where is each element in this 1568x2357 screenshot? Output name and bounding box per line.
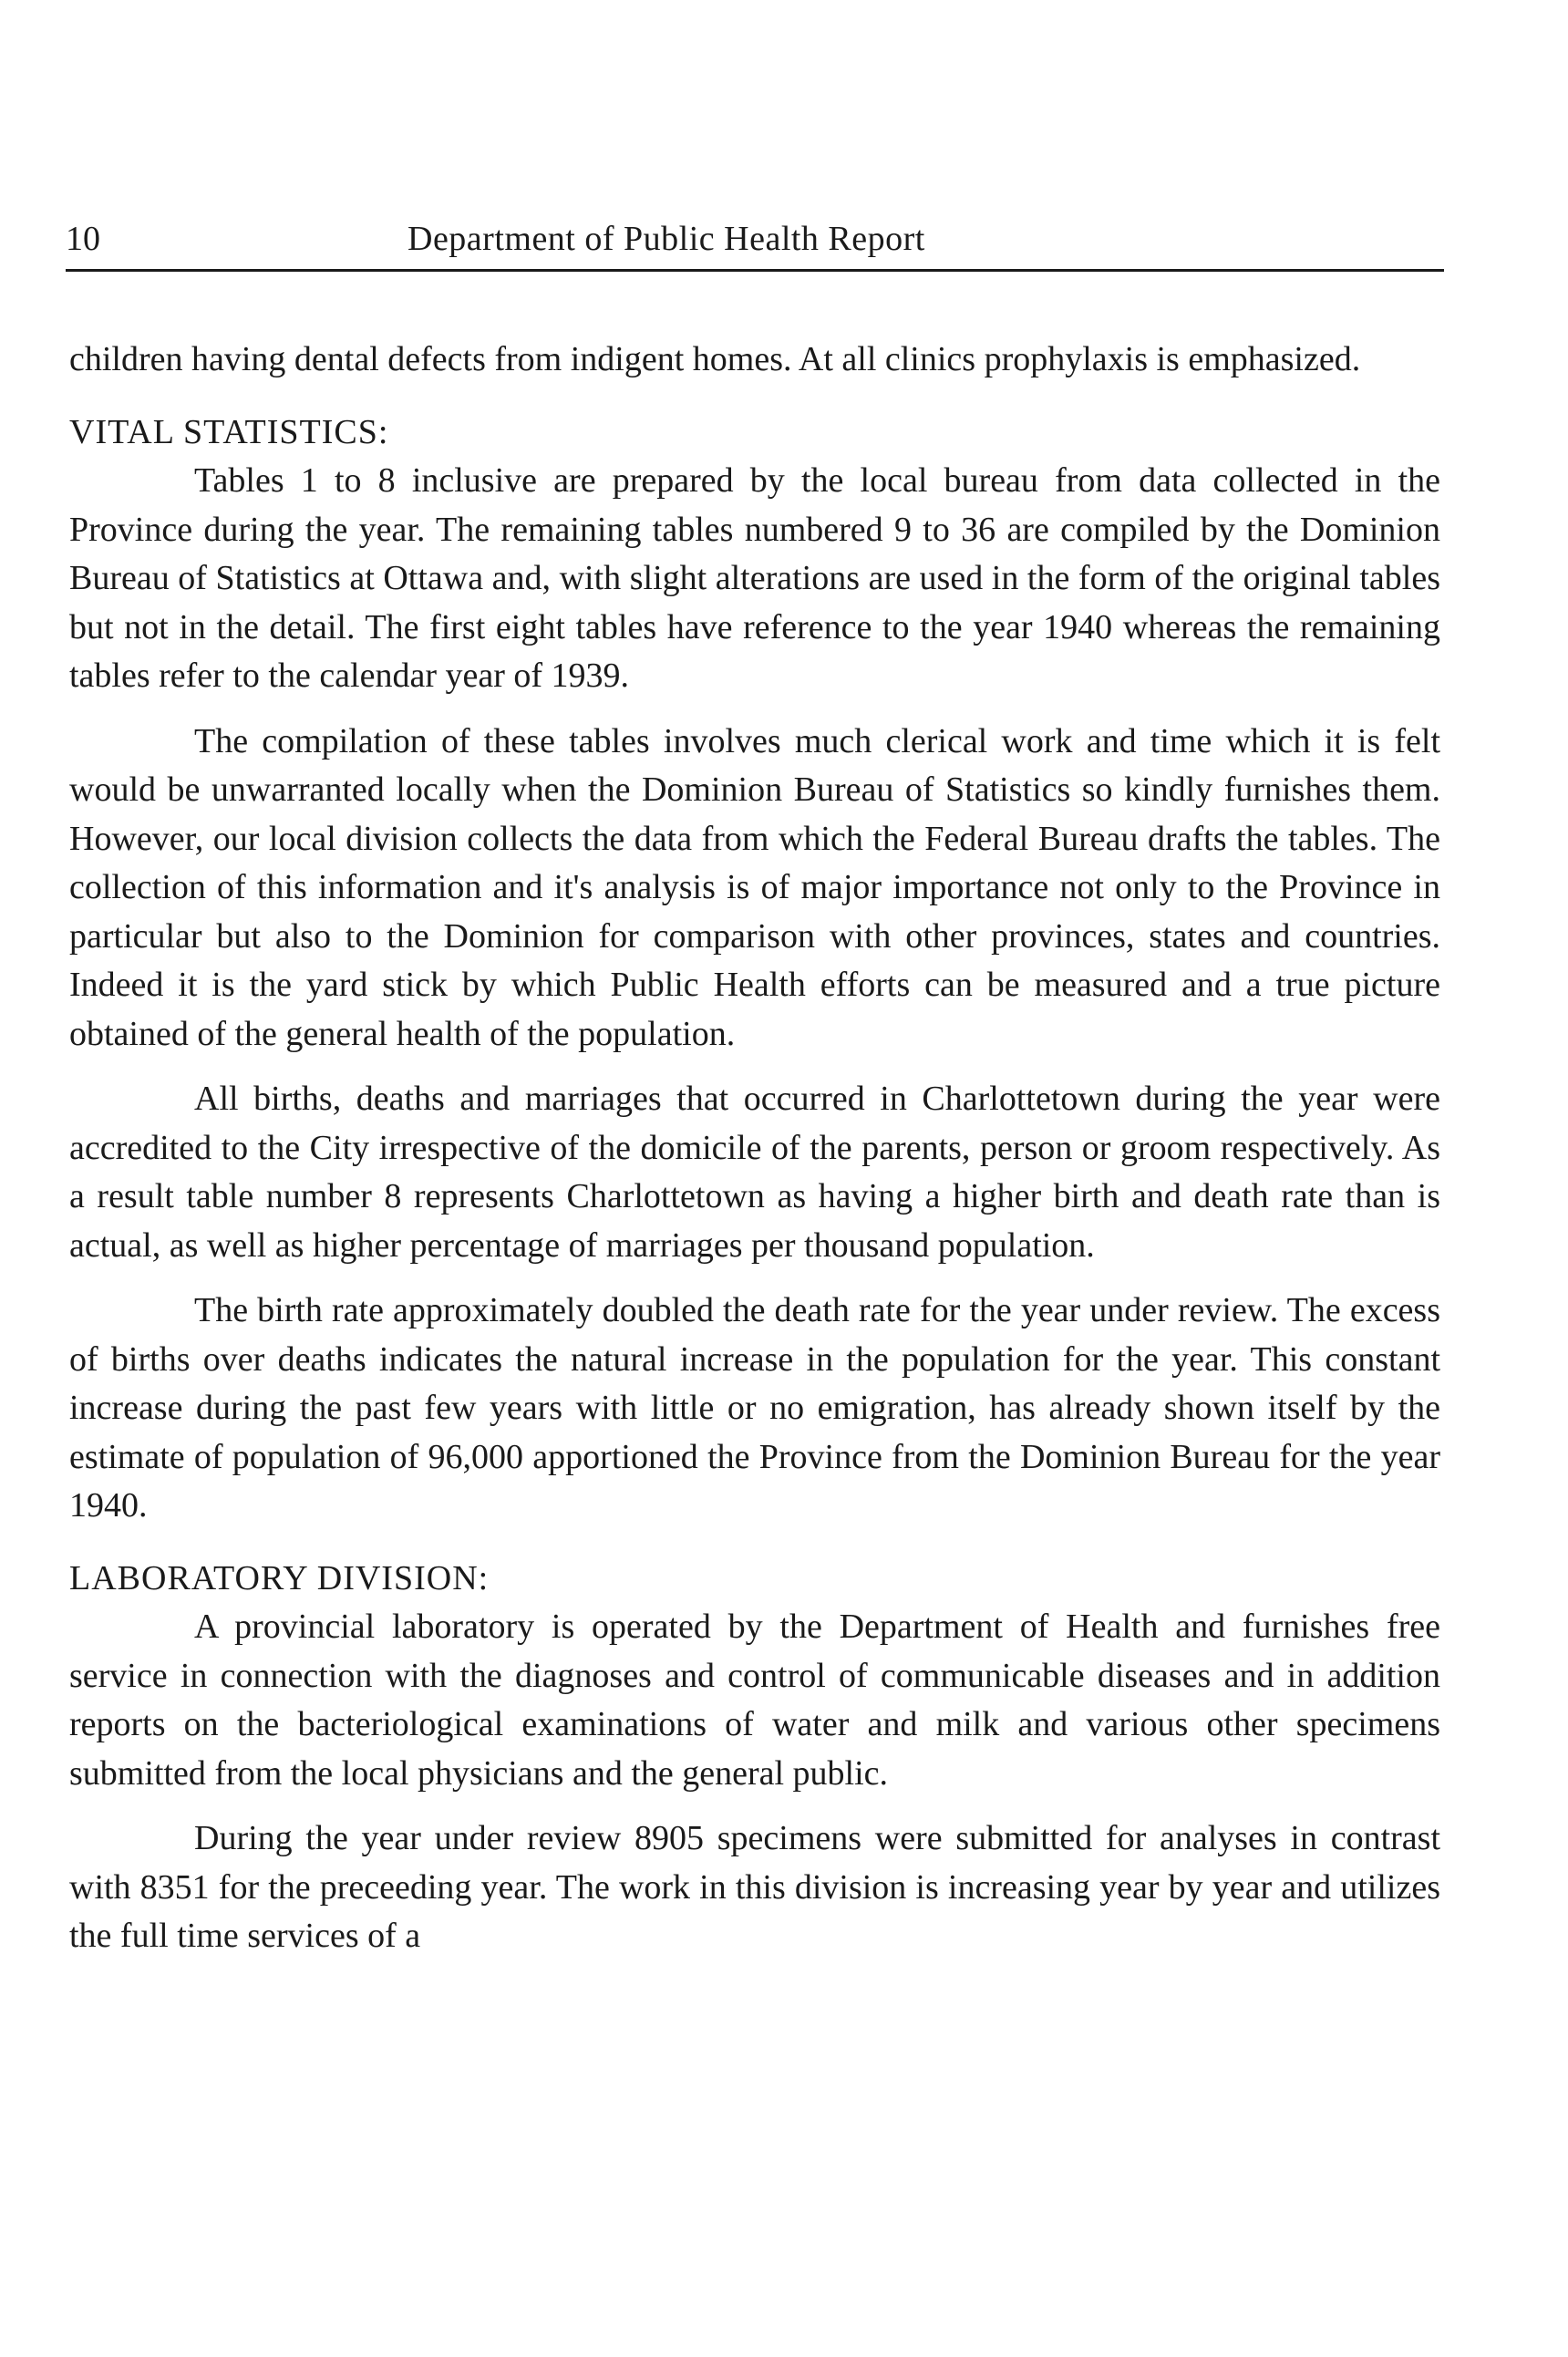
running-title: Department of Public Health Report [407,220,925,258]
vital-statistics-paragraph-1: Tables 1 to 8 inclusive are prepared by the local bureau from data collected in the Province during the year. The remaining tables numbered 9 to 36 are compiled by the Dominion Bureau of Statistics at Ottawa and, with slight alterations are used in the form of the original tables but not in the detail. The first eight tables have reference to the year 1940 whereas the remaining tables refer to the calendar year of 1939. [69,461,1440,695]
page-number: 10 [66,220,100,258]
continuation-paragraph: children having dental defects from indigent homes. At all clinics prophylaxis is emphasized. [69,340,1361,378]
section-heading-vital-statistics: VITAL STATISTICS: [69,412,389,451]
running-head [66,212,1444,266]
header-rule [66,269,1444,272]
vital-statistics-paragraph-3: All births, deaths and marriages that occurred in Charlottetown during the year were accredited to the City irrespective of the domicile of the parents, person or groom respectively. As a result table number 8 represents Charlottetown as having a higher birth and death rate than is actual, as well as higher percentage of marriages per thousand population. [69,1080,1440,1265]
vital-statistics-paragraph-2: The compilation of these tables involves much clerical work and time which it is felt would be unwarranted locally when the Dominion Bureau of Statistics so kindly furnishes them. However, our local division collects the data from which the Federal Bureau drafts the tables. The collection of this information and it's analysis is of major importance not only to the Province in particular but also to the Dominion for comparison with other provinces, states and countries. Indeed it is the yard stick by which Public Health efforts can be measured and a true picture obtained of the general health of the population. [69,721,1440,1053]
section-heading-laboratory-division: LABORATORY DIVISION: [69,1558,490,1597]
laboratory-paragraph-2: During the year under review 8905 specimens were submitted for analyses in contrast with 8351 for the preceeding year. The work in this division is increasing year by year and utilizes the full time services of a [69,1819,1440,1955]
vital-statistics-paragraph-4: The birth rate approximately doubled the death rate for the year under review. The excess of births over deaths indicates the natural increase in the population for the year. This constant increase during the past few years with little or no emigration, has already shown itself by the estimate of population of 96,000 apportioned the Province from the Dominion Bureau for the year 1940. [69,1291,1440,1525]
body-text [69,336,1440,1961]
laboratory-paragraph-1: A provincial laboratory is operated by the Department of Health and furnishes free service in connection with the diagnoses and control of communicable diseases and in addition reports on the bacteriological examinations of water and milk and various other specimens submitted from the local physicians and the general public. [69,1608,1440,1793]
